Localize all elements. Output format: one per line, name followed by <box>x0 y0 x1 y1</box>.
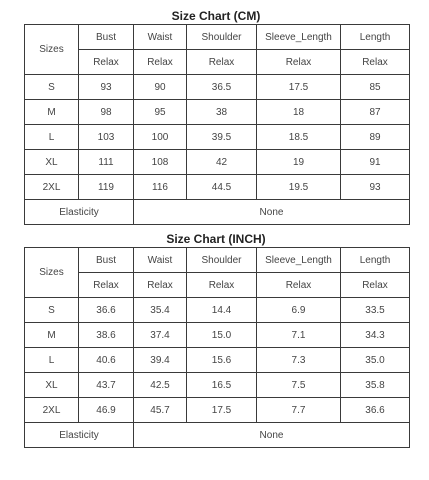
fit-cell: Relax <box>341 273 410 298</box>
size-cell: M <box>25 100 79 125</box>
fit-row <box>25 273 410 298</box>
value-cell: 19.5 <box>257 175 341 200</box>
fit-cell: Relax <box>134 50 187 75</box>
value-cell: 33.5 <box>341 298 410 323</box>
value-cell: 91 <box>341 150 410 175</box>
value-cell: 36.6 <box>341 398 410 423</box>
value-cell: 15.6 <box>187 348 257 373</box>
elasticity-value: None <box>134 423 410 448</box>
value-cell: 34.3 <box>341 323 410 348</box>
value-cell: 7.5 <box>257 373 341 398</box>
value-cell: 87 <box>341 100 410 125</box>
fit-cell: Relax <box>79 50 134 75</box>
header-row <box>25 248 410 273</box>
size-cell: XL <box>25 150 79 175</box>
value-cell: 15.0 <box>187 323 257 348</box>
table-row <box>25 100 410 125</box>
column-header: Bust <box>79 25 134 50</box>
value-cell: 111 <box>79 150 134 175</box>
table-row <box>25 125 410 150</box>
value-cell: 7.7 <box>257 398 341 423</box>
table-row <box>25 298 410 323</box>
fit-row <box>25 50 410 75</box>
value-cell: 44.5 <box>187 175 257 200</box>
value-cell: 39.5 <box>187 125 257 150</box>
value-cell: 6.9 <box>257 298 341 323</box>
size-cell: S <box>25 298 79 323</box>
value-cell: 40.6 <box>79 348 134 373</box>
value-cell: 18.5 <box>257 125 341 150</box>
size-cell: M <box>25 323 79 348</box>
value-cell: 17.5 <box>257 75 341 100</box>
fit-cell: Relax <box>341 50 410 75</box>
value-cell: 116 <box>134 175 187 200</box>
value-cell: 43.7 <box>79 373 134 398</box>
table-row <box>25 150 410 175</box>
column-header: Sleeve_Length <box>257 248 341 273</box>
value-cell: 95 <box>134 100 187 125</box>
fit-cell: Relax <box>134 273 187 298</box>
size-cell: S <box>25 75 79 100</box>
sizes-header: Sizes <box>25 25 79 75</box>
table-row <box>25 175 410 200</box>
elasticity-label: Elasticity <box>25 423 134 448</box>
column-header: Waist <box>134 25 187 50</box>
value-cell: 38 <box>187 100 257 125</box>
value-cell: 38.6 <box>79 323 134 348</box>
fit-cell: Relax <box>187 273 257 298</box>
size-cell: L <box>25 348 79 373</box>
column-header: Waist <box>134 248 187 273</box>
value-cell: 35.0 <box>341 348 410 373</box>
column-header: Sleeve_Length <box>257 25 341 50</box>
size-chart-inch-title: Size Chart (INCH) <box>166 232 266 246</box>
table-row <box>25 323 410 348</box>
value-cell: 93 <box>341 175 410 200</box>
fit-cell: Relax <box>79 273 134 298</box>
elasticity-label: Elasticity <box>25 200 134 225</box>
size-chart-cm-title: Size Chart (CM) <box>171 9 261 23</box>
fit-cell: Relax <box>257 50 341 75</box>
value-cell: 39.4 <box>134 348 187 373</box>
elasticity-value: None <box>134 200 410 225</box>
value-cell: 46.9 <box>79 398 134 423</box>
value-cell: 100 <box>134 125 187 150</box>
size-chart-cm-table <box>24 24 410 225</box>
fit-cell: Relax <box>187 50 257 75</box>
value-cell: 45.7 <box>134 398 187 423</box>
size-chart-inch-table <box>24 247 410 448</box>
table-row <box>25 373 410 398</box>
value-cell: 35.8 <box>341 373 410 398</box>
value-cell: 14.4 <box>187 298 257 323</box>
table-row <box>25 398 410 423</box>
value-cell: 119 <box>79 175 134 200</box>
value-cell: 37.4 <box>134 323 187 348</box>
column-header: Shoulder <box>187 25 257 50</box>
value-cell: 89 <box>341 125 410 150</box>
value-cell: 35.4 <box>134 298 187 323</box>
sizes-header: Sizes <box>25 248 79 298</box>
value-cell: 36.5 <box>187 75 257 100</box>
value-cell: 36.6 <box>79 298 134 323</box>
value-cell: 98 <box>79 100 134 125</box>
value-cell: 103 <box>79 125 134 150</box>
fit-cell: Relax <box>257 273 341 298</box>
table-row <box>25 75 410 100</box>
size-cell: XL <box>25 373 79 398</box>
column-header: Shoulder <box>187 248 257 273</box>
value-cell: 42.5 <box>134 373 187 398</box>
header-row <box>25 25 410 50</box>
column-header: Length <box>341 248 410 273</box>
table-row <box>25 348 410 373</box>
value-cell: 85 <box>341 75 410 100</box>
value-cell: 42 <box>187 150 257 175</box>
value-cell: 19 <box>257 150 341 175</box>
value-cell: 90 <box>134 75 187 100</box>
value-cell: 7.3 <box>257 348 341 373</box>
elasticity-row <box>25 423 410 448</box>
value-cell: 16.5 <box>187 373 257 398</box>
elasticity-row <box>25 200 410 225</box>
size-cell: 2XL <box>25 398 79 423</box>
size-cell: L <box>25 125 79 150</box>
value-cell: 17.5 <box>187 398 257 423</box>
column-header: Length <box>341 25 410 50</box>
value-cell: 108 <box>134 150 187 175</box>
column-header: Bust <box>79 248 134 273</box>
value-cell: 93 <box>79 75 134 100</box>
value-cell: 18 <box>257 100 341 125</box>
value-cell: 7.1 <box>257 323 341 348</box>
size-cell: 2XL <box>25 175 79 200</box>
